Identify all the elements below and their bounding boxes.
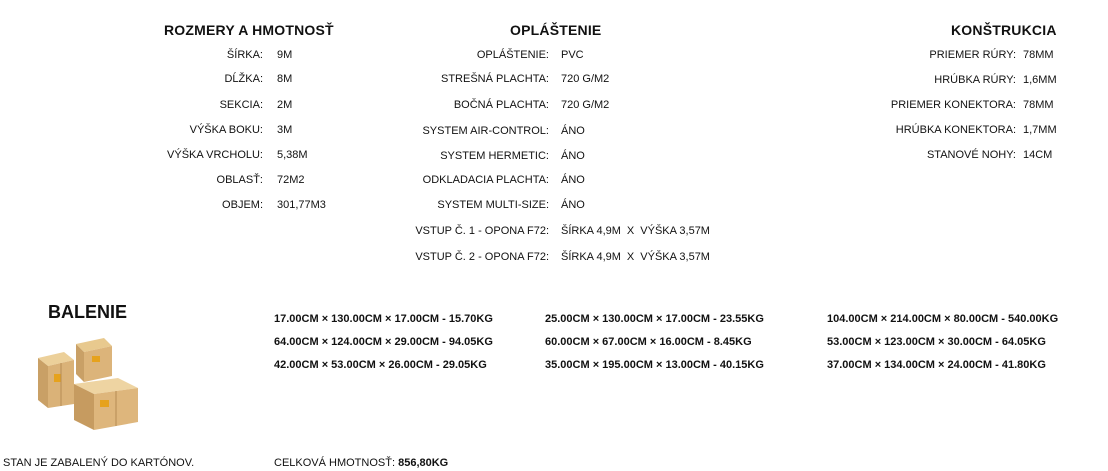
spec-value: PVC — [561, 49, 584, 61]
spec-value: 720 G/M2 — [561, 99, 610, 111]
spec-label: OBJEM: — [222, 199, 263, 211]
entry-sep: X — [626, 251, 635, 263]
package-item: 64.00CM × 124.00CM × 29.00CM - 94.05KG — [274, 336, 493, 348]
spec-label: DĹŽKA: — [224, 73, 263, 85]
entry-sep: X — [626, 225, 635, 237]
spec-label: HRÚBKA KONEKTORA: — [895, 124, 1016, 136]
spec-label: SYSTEM HERMETIC: — [440, 150, 549, 162]
total-weight-label: CELKOVÁ HMOTNOSŤ: — [274, 457, 396, 469]
spec-value: ÁNO — [561, 199, 585, 211]
spec-value: ÁNO — [561, 125, 585, 137]
cardboard-boxes-icon — [34, 334, 144, 434]
total-weight — [274, 457, 448, 469]
package-item: 25.00CM × 130.00CM × 17.00CM - 23.55KG — [545, 313, 764, 325]
entry-width: ŠÍRKA 4,9M — [561, 225, 621, 237]
package-item: 37.00CM × 134.00CM × 24.00CM - 41.80KG — [827, 359, 1046, 371]
spec-value: 78MM — [1023, 49, 1054, 61]
spec-value: 14CM — [1023, 149, 1053, 161]
spec-value: 1,7MM — [1023, 124, 1057, 136]
spec-label: OBLASŤ: — [216, 174, 263, 186]
package-item: 35.00CM × 195.00CM × 13.00CM - 40.15KG — [545, 359, 764, 371]
spec-label: ŠÍRKA: — [226, 49, 263, 61]
construction-title: KONŠTRUKCIA — [951, 22, 1057, 38]
spec-value: 8M — [277, 73, 293, 85]
spec-value: 2M — [277, 99, 293, 111]
entry-height: VÝŠKA 3,57M — [640, 225, 710, 237]
spec-value: 78MM — [1023, 99, 1054, 111]
entry-label: VSTUP Č. 1 - OPONA F72: — [415, 225, 549, 237]
package-item: 60.00CM × 67.00CM × 16.00CM - 8.45KG — [545, 336, 752, 348]
spec-label: VÝŠKA VRCHOLU: — [167, 149, 263, 161]
spec-label: HRÚBKA RÚRY: — [934, 74, 1016, 86]
packaging-note: STAN JE ZABALENÝ DO KARTÓNOV. — [3, 457, 195, 469]
spec-label: STREŠNÁ PLACHTA: — [441, 73, 549, 85]
spec-label: PRIEMER RÚRY: — [929, 49, 1016, 61]
packaging-title: BALENIE — [48, 302, 128, 322]
spec-label: PRIEMER KONEKTORA: — [890, 99, 1016, 111]
spec-label: OPLÁŠTENIE: — [476, 49, 549, 61]
entry-height: VÝŠKA 3,57M — [640, 251, 710, 263]
spec-label: VÝŠKA BOKU: — [189, 124, 263, 136]
spec-value: 72M2 — [277, 174, 305, 186]
spec-value: 720 G/M2 — [561, 73, 610, 85]
package-item: 42.00CM × 53.00CM × 26.00CM - 29.05KG — [274, 359, 487, 371]
spec-value: 301,77M3 — [277, 199, 326, 211]
spec-label: STANOVÉ NOHY: — [926, 149, 1016, 161]
total-weight-value: 856,80KG — [398, 457, 449, 469]
covering-title: OPLÁŠTENIE — [510, 22, 602, 38]
spec-value: 5,38M — [277, 149, 308, 161]
entry-width: ŠÍRKA 4,9M — [561, 251, 621, 263]
package-item: 17.00CM × 130.00CM × 17.00CM - 15.70KG — [274, 313, 493, 325]
spec-label: ODKLADACIA PLACHTA: — [422, 174, 549, 186]
spec-value: ÁNO — [561, 150, 585, 162]
spec-label: SYSTEM AIR-CONTROL: — [422, 125, 549, 137]
entry-dimensions — [561, 224, 710, 238]
spec-label: SEKCIA: — [219, 99, 263, 111]
spec-label: SYSTEM MULTI-SIZE: — [437, 199, 549, 211]
spec-value: 3M — [277, 124, 293, 136]
package-item: 53.00CM × 123.00CM × 30.00CM - 64.05KG — [827, 336, 1046, 348]
dimensions-title: ROZMERY A HMOTNOSŤ — [164, 22, 334, 38]
spec-value: 1,6MM — [1023, 74, 1057, 86]
spec-value: ÁNO — [561, 174, 585, 186]
spec-label: BOČNÁ PLACHTA: — [453, 99, 549, 111]
entry-dimensions — [561, 250, 710, 264]
package-item: 104.00CM × 214.00CM × 80.00CM - 540.00KG — [827, 313, 1059, 325]
entry-label: VSTUP Č. 2 - OPONA F72: — [415, 251, 549, 263]
spec-value: 9M — [277, 49, 293, 61]
